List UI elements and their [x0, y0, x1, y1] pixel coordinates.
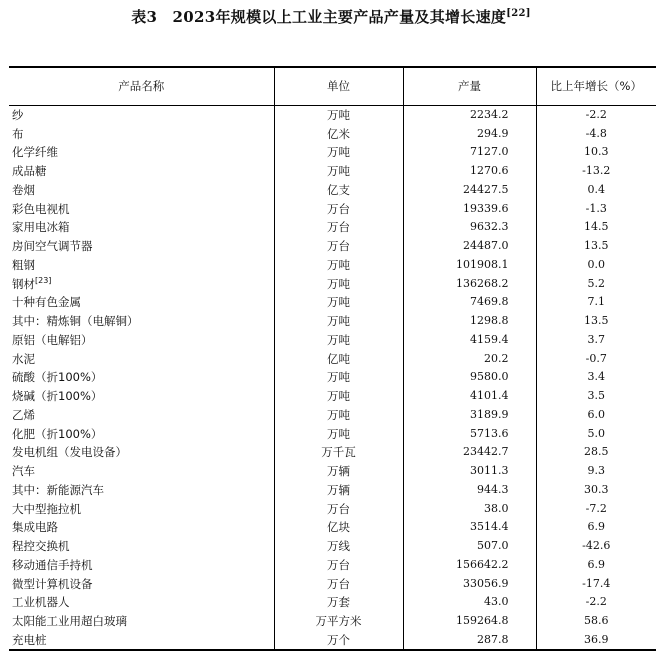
product-name-cell	[9, 312, 274, 331]
growth-cell: 6.9	[536, 518, 656, 537]
growth-cell: -0.7	[536, 349, 656, 368]
growth-cell: 10.3	[536, 143, 656, 162]
product-name-cell	[9, 162, 274, 181]
product-name: 汽车	[12, 464, 35, 479]
product-name-cell	[9, 105, 274, 124]
unit-cell: 亿吨	[274, 349, 403, 368]
unit-cell: 万吨	[274, 143, 403, 162]
unit-cell: 万吨	[274, 406, 403, 425]
product-name: 发电机组（发电设备）	[12, 445, 127, 460]
growth-cell: 36.9	[536, 631, 656, 651]
table-row	[9, 105, 656, 124]
product-name: 彩色电视机	[12, 201, 70, 216]
product-name: 程控交换机	[12, 539, 70, 554]
unit-cell: 万平方米	[274, 612, 403, 631]
product-name-cell	[9, 387, 274, 406]
product-name-cell	[9, 349, 274, 368]
product-name-cell	[9, 612, 274, 631]
table-row	[9, 481, 656, 500]
product-name: 成品糖	[12, 164, 47, 179]
table-row	[9, 631, 656, 651]
table-row	[9, 274, 656, 293]
unit-cell: 万千瓦	[274, 443, 403, 462]
output-cell: 24427.5	[403, 181, 536, 200]
table-row	[9, 556, 656, 575]
row-prefix: 其中：	[12, 482, 47, 497]
growth-cell: -13.2	[536, 162, 656, 181]
growth-cell: 58.6	[536, 612, 656, 631]
product-name-cell	[9, 556, 274, 575]
growth-cell: 6.0	[536, 406, 656, 425]
table-row	[9, 612, 656, 631]
output-cell: 7127.0	[403, 143, 536, 162]
unit-cell: 万吨	[274, 424, 403, 443]
product-name-cell	[9, 331, 274, 350]
table-row	[9, 143, 656, 162]
output-cell: 3514.4	[403, 518, 536, 537]
output-cell: 38.0	[403, 499, 536, 518]
growth-cell: -7.2	[536, 499, 656, 518]
product-name: 粗钢	[12, 257, 35, 272]
output-cell: 101908.1	[403, 256, 536, 275]
product-name: 十种有色金属	[12, 295, 81, 310]
output-cell: 4159.4	[403, 331, 536, 350]
product-name: 水泥	[12, 351, 35, 366]
product-name-cell	[9, 443, 274, 462]
table-row	[9, 312, 656, 331]
unit-cell: 亿支	[274, 181, 403, 200]
unit-cell: 万吨	[274, 331, 403, 350]
header-growth: 比上年增长（%）	[536, 67, 656, 105]
output-cell: 159264.8	[403, 612, 536, 631]
unit-cell: 万吨	[274, 387, 403, 406]
growth-cell: 13.5	[536, 312, 656, 331]
table-row	[9, 181, 656, 200]
table-row	[9, 499, 656, 518]
unit-cell: 万吨	[274, 368, 403, 387]
product-name: 化学纤维	[12, 145, 58, 160]
table-row	[9, 368, 656, 387]
unit-cell: 万台	[274, 237, 403, 256]
growth-cell: 0.0	[536, 256, 656, 275]
unit-cell: 万吨	[274, 293, 403, 312]
output-cell: 3011.3	[403, 462, 536, 481]
output-cell: 287.8	[403, 631, 536, 651]
unit-cell: 万吨	[274, 256, 403, 275]
header-product-name: 产品名称	[9, 67, 274, 105]
output-cell: 5713.6	[403, 424, 536, 443]
unit-cell: 万台	[274, 574, 403, 593]
table-header-row	[9, 67, 656, 105]
output-cell: 156642.2	[403, 556, 536, 575]
product-footnote: [23]	[35, 275, 52, 285]
product-name: 原铝（电解铝）	[12, 332, 93, 347]
product-name: 移动通信手持机	[12, 557, 93, 572]
growth-cell: -1.3	[536, 199, 656, 218]
product-name: 硫酸（折100%）	[12, 370, 103, 385]
table-row	[9, 593, 656, 612]
growth-cell: 7.1	[536, 293, 656, 312]
growth-cell: -4.8	[536, 124, 656, 143]
product-name-cell	[9, 181, 274, 200]
growth-cell: -2.2	[536, 105, 656, 124]
table-row	[9, 162, 656, 181]
output-cell: 19339.6	[403, 199, 536, 218]
growth-cell: 3.7	[536, 331, 656, 350]
table-row	[9, 331, 656, 350]
unit-cell: 万套	[274, 593, 403, 612]
output-cell: 1298.8	[403, 312, 536, 331]
product-name: 房间空气调节器	[12, 239, 93, 254]
product-name-cell	[9, 293, 274, 312]
product-name: 工业机器人	[12, 595, 70, 610]
output-cell: 9632.3	[403, 218, 536, 237]
product-name-cell	[9, 199, 274, 218]
product-name: 家用电冰箱	[12, 220, 70, 235]
output-cell: 1270.6	[403, 162, 536, 181]
output-cell: 24487.0	[403, 237, 536, 256]
product-name-cell	[9, 124, 274, 143]
product-name-cell	[9, 462, 274, 481]
product-name: 卷烟	[12, 182, 35, 197]
product-name: 集成电路	[12, 520, 58, 535]
growth-cell: 5.0	[536, 424, 656, 443]
table-row	[9, 462, 656, 481]
product-name-cell	[9, 481, 274, 500]
output-cell: 294.9	[403, 124, 536, 143]
growth-cell: -2.2	[536, 593, 656, 612]
table-title	[0, 6, 662, 27]
unit-cell: 万吨	[274, 162, 403, 181]
output-cell: 136268.2	[403, 274, 536, 293]
unit-cell: 亿块	[274, 518, 403, 537]
unit-cell: 万吨	[274, 312, 403, 331]
output-cell: 20.2	[403, 349, 536, 368]
unit-cell: 万线	[274, 537, 403, 556]
output-cell: 9580.0	[403, 368, 536, 387]
output-cell: 23442.7	[403, 443, 536, 462]
product-name: 微型计算机设备	[12, 576, 93, 591]
unit-cell: 万个	[274, 631, 403, 651]
growth-cell: 3.4	[536, 368, 656, 387]
growth-cell: 28.5	[536, 443, 656, 462]
output-cell: 944.3	[403, 481, 536, 500]
product-name: 大中型拖拉机	[12, 501, 81, 516]
growth-cell: -17.4	[536, 574, 656, 593]
growth-cell: 6.9	[536, 556, 656, 575]
product-name-cell	[9, 593, 274, 612]
product-output-table	[9, 66, 656, 651]
table-row	[9, 256, 656, 275]
unit-cell: 万台	[274, 199, 403, 218]
table-row	[9, 537, 656, 556]
growth-cell: 5.2	[536, 274, 656, 293]
growth-cell: 9.3	[536, 462, 656, 481]
product-name: 充电桩	[12, 632, 47, 647]
header-output: 产量	[403, 67, 536, 105]
output-cell: 33056.9	[403, 574, 536, 593]
growth-cell: 14.5	[536, 218, 656, 237]
product-name: 乙烯	[12, 407, 35, 422]
table-row	[9, 406, 656, 425]
table-row	[9, 443, 656, 462]
table-row	[9, 424, 656, 443]
product-name: 烧碱（折100%）	[12, 389, 103, 404]
row-prefix: 其中：	[12, 314, 47, 329]
product-name: 纱	[12, 107, 24, 122]
table-title-text: 表3 2023年规模以上工业主要产品产量及其增长速度	[131, 8, 507, 26]
unit-cell: 万台	[274, 499, 403, 518]
output-cell: 2234.2	[403, 105, 536, 124]
output-cell: 3189.9	[403, 406, 536, 425]
unit-cell: 万吨	[274, 105, 403, 124]
output-cell: 7469.8	[403, 293, 536, 312]
table-body	[9, 105, 656, 650]
output-cell: 43.0	[403, 593, 536, 612]
product-name-cell	[9, 143, 274, 162]
table-title-footnote: [22]	[506, 8, 531, 19]
unit-cell: 万台	[274, 218, 403, 237]
product-name-cell	[9, 368, 274, 387]
table-row	[9, 387, 656, 406]
product-name: 精炼铜（电解铜）	[46, 314, 139, 329]
product-name-cell	[9, 424, 274, 443]
header-unit: 单位	[274, 67, 403, 105]
unit-cell: 万辆	[274, 481, 403, 500]
product-name-cell	[9, 237, 274, 256]
product-name-cell	[9, 256, 274, 275]
table-row	[9, 124, 656, 143]
product-name: 布	[12, 126, 24, 141]
output-cell: 507.0	[403, 537, 536, 556]
product-name-cell	[9, 537, 274, 556]
table-row	[9, 237, 656, 256]
product-name-cell	[9, 406, 274, 425]
product-name: 化肥（折100%）	[12, 426, 103, 441]
growth-cell: 30.3	[536, 481, 656, 500]
table-row	[9, 574, 656, 593]
product-name-cell	[9, 499, 274, 518]
product-name-cell	[9, 218, 274, 237]
product-name: 太阳能工业用超白玻璃	[12, 614, 127, 629]
product-name-cell	[9, 274, 274, 293]
table-row	[9, 199, 656, 218]
product-name-cell	[9, 518, 274, 537]
product-name-cell	[9, 574, 274, 593]
unit-cell: 万台	[274, 556, 403, 575]
growth-cell: 13.5	[536, 237, 656, 256]
table-row	[9, 349, 656, 368]
growth-cell: 3.5	[536, 387, 656, 406]
output-cell: 4101.4	[403, 387, 536, 406]
growth-cell: 0.4	[536, 181, 656, 200]
table-row	[9, 293, 656, 312]
product-name: 新能源汽车	[46, 482, 104, 497]
table-row	[9, 218, 656, 237]
product-name-cell	[9, 631, 274, 651]
unit-cell: 万辆	[274, 462, 403, 481]
unit-cell: 万吨	[274, 274, 403, 293]
growth-cell: -42.6	[536, 537, 656, 556]
unit-cell: 亿米	[274, 124, 403, 143]
table-row	[9, 518, 656, 537]
product-name: 钢材	[12, 276, 35, 291]
